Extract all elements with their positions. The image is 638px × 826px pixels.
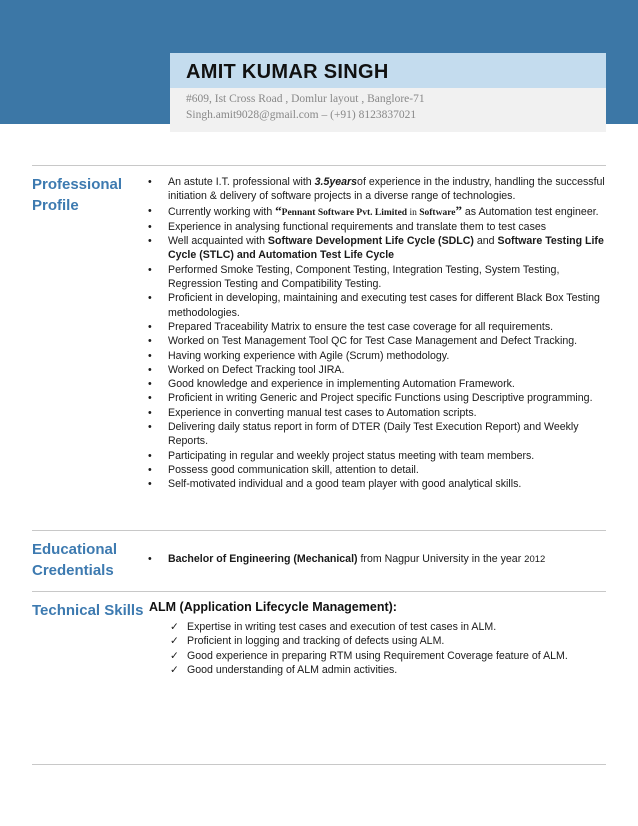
checkmark-icon: ✓ [170,635,179,648]
text: ” [455,202,462,218]
bullet-icon: • [148,463,152,476]
text: Experience in analysing functional requirements and translate them to test cases [168,220,547,233]
text: Delivering daily status report in form of DTER (Daily Test Execution Report) and Weekly Reports. [168,421,579,448]
text: as Automation test engineer. [461,205,599,218]
text: Software Development Life Cycle (SDLC) [267,235,474,248]
bullet-icon: • [148,235,152,248]
list-item [170,634,606,648]
text: Proficient in logging and tracking of defects using ALM. [187,635,445,648]
profile-list [148,175,608,492]
bullet-icon: • [148,406,152,419]
list-item [148,263,608,292]
text: Having working experience with Agile (Scrum) methodology. [168,349,450,362]
text: Software [419,207,456,218]
text: Currently working with [168,205,276,218]
list-item [170,663,606,677]
list-item [148,363,608,377]
text: An astute I.T. professional with [168,176,315,188]
bullet-icon: • [148,292,152,305]
list-item [148,406,608,420]
company-name: Pennant Software Pvt. Limited [281,207,408,218]
checkmark-icon: ✓ [170,621,179,633]
text: Good knowledge and experience in implementing Automation Framework. [168,378,515,391]
bullet-icon: • [148,421,152,434]
name-box [170,53,606,88]
text: of experience in the industry, handling the successful initiation & delivery of software projects in a diverse range of technologies. [168,176,605,203]
text: from Nagpur University in the year [357,553,525,565]
bullet-icon: • [148,349,152,362]
text: Good understanding of ALM admin activities. [187,664,398,677]
text: Software Testing Life Cycle (STLC) and Automation Test Life Cycle [168,235,604,262]
text: Worked on Test Management Tool QC for Test Case Management and Defect Tracking. [168,335,578,348]
skills-subheading: ALM (Application Lifecycle Management): [149,600,397,614]
degree: Bachelor of Engineering (Mechanical) [168,553,358,565]
list-item [148,420,608,449]
list-item [148,204,608,220]
section-title-line: Profile [32,197,79,214]
list-item [148,391,608,405]
list-item [148,349,608,363]
text: Participating in regular and weekly project status meeting with team members. [168,449,535,462]
bullet-icon: • [148,478,152,491]
section-title-line: Professional [32,176,123,193]
address-line: #609, Ist Cross Road , Domlur layout , Banglore-71 [186,93,425,105]
bullet-icon: • [148,335,152,348]
list-item [148,477,608,491]
list-item [170,620,606,634]
list-item [148,463,608,477]
text: Worked on Defect Tracking tool JIRA. [168,363,345,376]
list-item [148,220,608,234]
text: Self-motivated individual and a good team player with good analytical skills. [168,478,522,491]
text: Possess good communication skill, attention to detail. [168,463,419,476]
list-item [148,377,608,391]
section-title-profile [32,174,142,216]
list-item [148,175,608,204]
text: Prepared Traceability Matrix to ensure the test case coverage for all requirements. [168,320,554,333]
list-item [148,234,608,263]
text: in [407,207,420,218]
divider-bottom [32,764,606,765]
bullet-icon: • [148,392,152,405]
year: 2012 [524,554,546,565]
bullet-icon: • [148,176,152,188]
text: Performed Smoke Testing, Component Testing, Integration Testing, System Testing, Regression Testing and Compatibility Testing. [168,263,560,291]
section-title-education [32,539,142,581]
bullet-icon: • [148,320,152,333]
text: Proficient in developing, maintaining and executing test cases for different Black Box Testing methodologies. [168,292,600,319]
list-item [148,334,608,348]
text: Proficient in writing Generic and Project specific Functions using Descriptive programming. [168,392,593,405]
text: Well acquainted with [168,235,268,248]
checkmark-icon: ✓ [170,664,179,677]
list-item [148,291,608,320]
section-title-line: Credentials [32,562,114,579]
text: “ [275,202,282,218]
section-title-skills: Technical Skills [32,602,144,619]
section-title-line: Educational [32,541,118,558]
text: Expertise in writing test cases and execution of test cases in ALM. [187,621,497,633]
text: 3.5years [314,176,358,188]
bullet-icon: • [148,220,152,233]
bullet-icon: • [148,204,152,217]
text: Experience in converting manual test cases to Automation scripts. [168,406,477,419]
text: Good experience in preparing RTM using Requirement Coverage feature of ALM. [187,649,568,662]
bullet-icon: • [148,263,152,276]
list-item [148,449,608,463]
divider-skills [32,591,606,592]
list-item [170,649,606,663]
text: and [473,235,498,248]
bullet-icon: • [148,363,152,376]
bullet-icon: • [148,553,152,565]
list-item [148,320,608,334]
skills-list [170,620,606,678]
divider-top [32,165,606,166]
checkmark-icon: ✓ [170,649,179,662]
contact-line: Singh.amit9028@gmail.com – (+91) 8123837021 [186,109,417,121]
contact-box [170,88,606,132]
divider-education [32,530,606,531]
bullet-icon: • [148,449,152,462]
bullet-icon: • [148,378,152,391]
education-item [148,553,608,565]
candidate-name: AMIT KUMAR SINGH [186,61,389,83]
